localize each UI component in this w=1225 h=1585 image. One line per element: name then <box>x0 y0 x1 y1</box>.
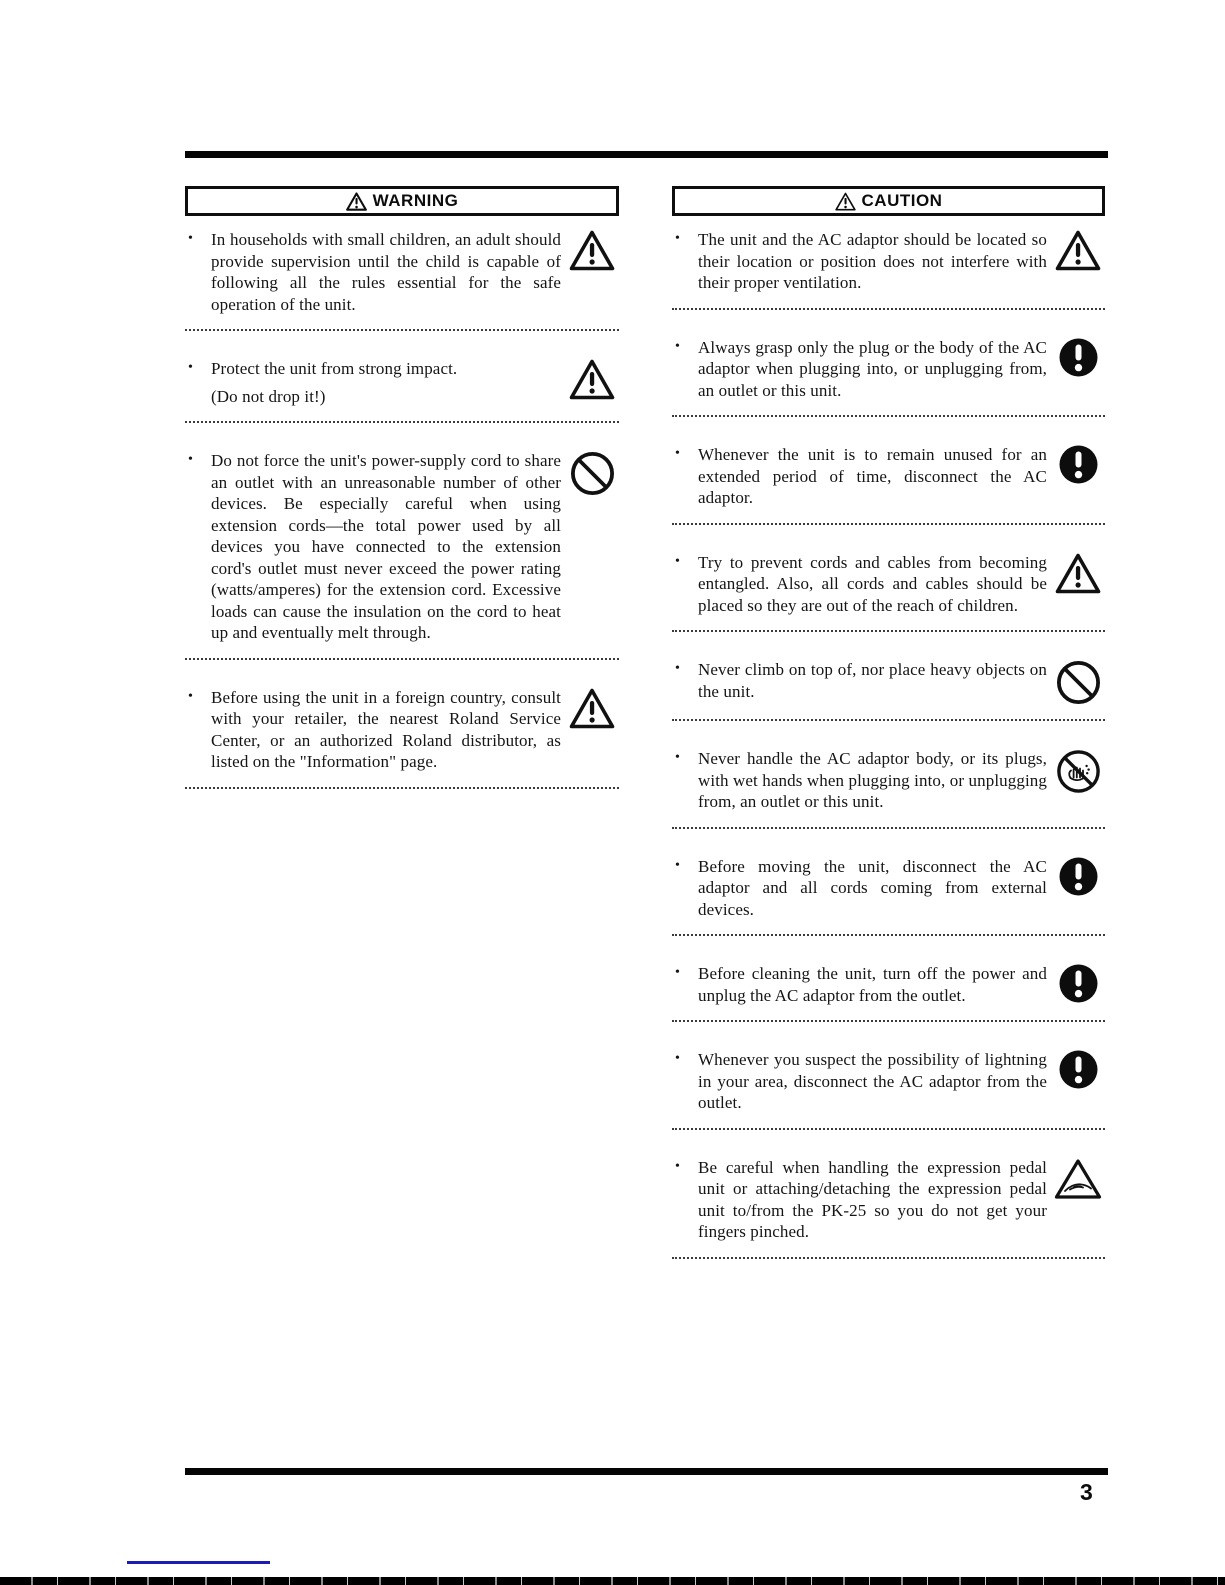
caution-item <box>672 552 1105 617</box>
warning-item-text: In households with small children, an adult should provide supervision until the child is capable of following all the rules essential for the safe operation of the unit. <box>211 230 561 314</box>
caution-item <box>672 444 1105 509</box>
bullet: • <box>188 452 193 467</box>
bullet: • <box>675 553 680 569</box>
caution-title: CAUTION <box>861 191 943 210</box>
caution-item-text: Before cleaning the unit, turn off the power and unplug the AC adaptor from the outlet. <box>698 964 1047 1005</box>
dotted-separator <box>672 1020 1105 1022</box>
dotted-separator <box>185 329 619 331</box>
top-rule <box>185 151 1108 158</box>
caution-item-text: Never climb on top of, nor place heavy objects on the unit. <box>698 660 1047 701</box>
bottom-rule <box>185 1468 1108 1475</box>
caution-item <box>672 856 1105 921</box>
mandatory-icon <box>1051 856 1105 921</box>
caution-item <box>672 337 1105 402</box>
mandatory-icon <box>1051 1049 1105 1114</box>
bullet: • <box>675 965 680 980</box>
warning-triangle-icon <box>1051 552 1105 617</box>
caution-item-text: Be careful when handling the expression pedal unit or attaching/detaching the expression pedal unit to/from the PK-25 so you do not get your fingers pinched. <box>698 1157 1047 1241</box>
warning-item-text: Protect the unit from strong impact. <box>211 359 458 378</box>
caution-item <box>672 1157 1105 1243</box>
dotted-separator <box>672 827 1105 829</box>
warning-triangle-icon <box>565 229 619 315</box>
caution-item-text: Try to prevent cords and cables from becoming entangled. Also, all cords and cables should be placed so they are out of the reach of children. <box>698 552 1047 615</box>
warning-item <box>185 450 619 644</box>
warning-item-text: (Do not drop it!) <box>211 386 326 406</box>
bullet: • <box>675 446 680 461</box>
bullet: • <box>188 231 193 246</box>
caution-item <box>672 963 1105 1006</box>
dotted-separator <box>672 523 1105 525</box>
dotted-separator <box>185 658 619 660</box>
pinch-hazard-icon <box>1051 1157 1105 1243</box>
bullet: • <box>675 231 680 246</box>
scan-artifact-blue-line <box>127 1561 270 1564</box>
warning-header <box>185 186 619 216</box>
caution-header <box>672 186 1105 216</box>
bullet: • <box>675 661 680 676</box>
warning-item <box>185 358 619 407</box>
caution-item-text: Whenever you suspect the possibility of lightning in your area, disconnect the AC adaptor from the outlet. <box>698 1050 1047 1112</box>
dotted-separator <box>185 421 619 423</box>
caution-items <box>672 229 1105 1259</box>
dotted-separator <box>672 630 1105 632</box>
dotted-separator <box>672 1128 1105 1130</box>
bullet: • <box>188 688 193 704</box>
warning-triangle-icon <box>565 358 619 407</box>
warning-item-text: Do not force the unit's power-supply cord to share an outlet with an unreasonable number of other devices. Be especially careful when using extension cords—the total power used by all devices you have connected to the extension cord's outlet must never exceed the power rating (watts/amperes) for the extension cord. Excessive loads can cause the insulation on the cord to heat up and eventually melt through. <box>211 451 561 642</box>
warning-item-text: Before using the unit in a foreign country, consult with your retailer, the nearest Roland Service Center, or an authorized Roland distributor, as listed on the "Information" page. <box>211 687 561 771</box>
caution-item-text: Before moving the unit, disconnect the AC adaptor and all cords coming from external devices. <box>698 856 1047 919</box>
caution-item <box>672 659 1105 705</box>
bullet: • <box>675 338 680 354</box>
dotted-separator <box>672 934 1105 936</box>
caution-item <box>672 748 1105 813</box>
no-wet-hands-icon <box>1051 748 1105 813</box>
warning-column <box>185 186 619 789</box>
mandatory-icon <box>1051 444 1105 509</box>
mandatory-icon <box>1051 337 1105 402</box>
bullet: • <box>675 857 680 873</box>
warning-triangle-icon <box>835 192 856 211</box>
caution-item-text: The unit and the AC adaptor should be located so their location or position does not interfere with their proper ventilation. <box>698 230 1047 292</box>
warning-title: WARNING <box>372 191 459 210</box>
prohibition-icon <box>1051 659 1105 705</box>
dotted-separator <box>672 415 1105 417</box>
bullet: • <box>675 750 680 765</box>
dotted-separator <box>672 719 1105 721</box>
prohibition-icon <box>565 450 619 644</box>
warning-item <box>185 229 619 315</box>
bullet: • <box>675 1158 680 1174</box>
caution-item-text: Never handle the AC adaptor body, or its plugs, with wet hands when plugging into, or unplugging from, an outlet or this unit. <box>698 749 1047 811</box>
bullet: • <box>675 1051 680 1066</box>
warning-triangle-icon <box>1051 229 1105 294</box>
dotted-separator <box>672 308 1105 310</box>
warning-triangle-icon <box>346 192 367 211</box>
caution-item <box>672 1049 1105 1114</box>
caution-item-text: Always grasp only the plug or the body of the AC adaptor when plugging into, or unplugging from, an outlet or this unit. <box>698 337 1047 400</box>
bullet: • <box>188 360 193 375</box>
dotted-separator <box>185 787 619 789</box>
warning-item <box>185 687 619 773</box>
warning-items <box>185 229 619 789</box>
caution-item-text: Whenever the unit is to remain unused for an extended period of time, disconnect the AC adaptor. <box>698 445 1047 507</box>
page-number: 3 <box>1080 1479 1093 1505</box>
warning-triangle-icon <box>565 687 619 773</box>
mandatory-icon <box>1051 963 1105 1006</box>
caution-item <box>672 229 1105 294</box>
caution-column <box>672 186 1105 1259</box>
dotted-separator <box>672 1257 1105 1259</box>
scan-edge-line <box>0 1577 1225 1585</box>
